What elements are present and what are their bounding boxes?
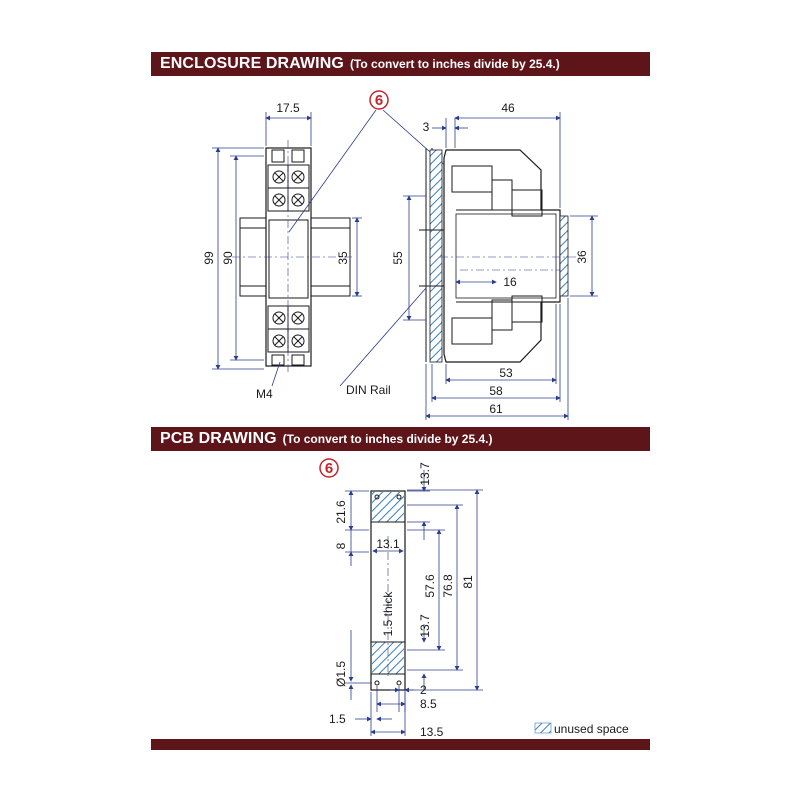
dim-side-depth-58: 58 bbox=[489, 384, 503, 398]
side-view bbox=[340, 101, 598, 420]
dim-side-depth-53: 53 bbox=[499, 366, 513, 380]
dim-pcb-hole-pitch: 8.5 bbox=[420, 697, 437, 711]
enclosure-conversion-note: (To convert to inches divide by 25.4.) bbox=[349, 57, 560, 71]
dim-side-inner-depth: 16 bbox=[503, 275, 517, 289]
callout-number-pcb: 6 bbox=[324, 460, 334, 477]
callout-number-top: 6 bbox=[374, 92, 384, 109]
dim-pcb-total-width: 13.5 bbox=[420, 725, 444, 739]
dim-pcb-left-gap: 8 bbox=[334, 542, 348, 550]
dim-side-body-height: 36 bbox=[575, 250, 589, 264]
side-din-rail bbox=[430, 150, 442, 362]
label-din-rail: DIN Rail bbox=[346, 383, 391, 397]
dim-side-rail-height: 55 bbox=[391, 251, 405, 265]
pcb-unused-top bbox=[372, 492, 404, 522]
dim-pcb-left-top: 21.6 bbox=[334, 500, 348, 524]
dim-pcb-edge: 1.5 bbox=[329, 712, 346, 726]
front-view bbox=[202, 101, 362, 401]
dim-side-top-offset: 3 bbox=[422, 120, 430, 134]
dim-pcb-hole-offset: 2 bbox=[420, 683, 427, 697]
dim-pcb-hole: Ø1.5 bbox=[334, 660, 348, 688]
dim-pcb-center-span: 57.6 bbox=[423, 574, 437, 598]
dim-side-depth-61: 61 bbox=[489, 402, 503, 416]
pcb-drawing-title: PCB DRAWING bbox=[160, 430, 277, 447]
label-pcb-thickness: 1.5 thick bbox=[381, 591, 395, 637]
pcb-conversion-note: (To convert to inches divide by 25.4.) bbox=[282, 432, 493, 446]
dim-front-height-inner: 90 bbox=[221, 251, 235, 265]
legend-label: unused space bbox=[554, 722, 629, 736]
dim-pcb-top-pad: 13.7 bbox=[418, 462, 432, 486]
dim-front-width: 17.5 bbox=[276, 101, 300, 115]
legend-hatch-swatch bbox=[535, 723, 551, 733]
label-screw-size: M4 bbox=[256, 387, 273, 401]
dim-pcb-span-76: 76.8 bbox=[441, 574, 455, 598]
dim-side-top-width: 46 bbox=[501, 101, 515, 115]
dim-pcb-overall: 81 bbox=[461, 575, 475, 589]
dim-front-rail: 35 bbox=[336, 251, 350, 265]
dim-pcb-inner-width: 13.1 bbox=[376, 537, 400, 551]
legend-unused-space bbox=[535, 722, 629, 736]
dim-pcb-bottom-pad: 13.7 bbox=[418, 614, 432, 638]
pcb-view bbox=[320, 459, 483, 739]
enclosure-drawing-title: ENCLOSURE DRAWING bbox=[160, 55, 344, 72]
dim-front-height-outer: 99 bbox=[202, 251, 216, 265]
